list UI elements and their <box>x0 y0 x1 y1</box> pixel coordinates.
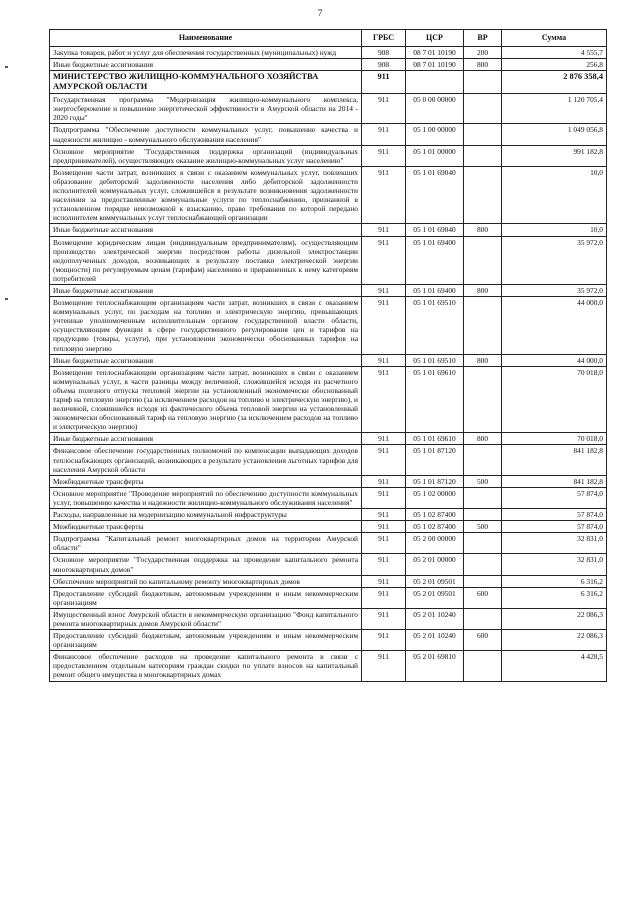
table-row <box>50 509 607 521</box>
row-name-cell: Иные бюджетные ассигнования <box>50 224 362 236</box>
table-row <box>50 297 607 355</box>
row-sum-cell: 35 972,0 <box>502 284 607 296</box>
row-name-cell: Возмещение теплоснабжающим организациям части затрат, возникших в связи с оказанием коммунальных услуг, в части разницы между величиной, сложившейся исходя из расчетного объема полезного отпуска тепловой энергии на установленный экономически обоснованный тариф на тепловую энергию (за исключением расходов на топливо и электрическую энергию), и величиной, сложившейся исходя из фактического объема тепловой энергии на установленный экономически обоснованный тариф на тепловую энергию (за исключением расходов на топливо и электрическую энергию) <box>50 366 362 433</box>
row-grbs-cell: 911 <box>362 284 406 296</box>
row-grbs-cell: 911 <box>362 124 406 145</box>
row-csr-cell: 05 1 01 69400 <box>406 236 464 284</box>
row-grbs-cell: 911 <box>362 587 406 608</box>
row-vr-cell <box>464 608 502 629</box>
row-csr-cell: 08 7 01 10190 <box>406 59 464 71</box>
row-name-cell: Основное мероприятие "Государственная поддержка на проведение капитального ремонта многоквартирных домов" <box>50 554 362 575</box>
header-grbs: ГРБС <box>362 30 406 47</box>
row-csr-cell: 05 1 01 69040 <box>406 166 464 224</box>
row-grbs-cell: 911 <box>362 509 406 521</box>
row-name-cell: Основное мероприятие "Проведение мероприятий по обеспечению доступности коммунальных услуг, повышению качества и надежности жилищно-коммунального обслуживания населения" <box>50 487 362 508</box>
row-csr-cell: 05 2 01 69810 <box>406 651 464 681</box>
row-grbs-cell: 911 <box>362 94 406 124</box>
row-csr-cell: 05 1 02 87400 <box>406 509 464 521</box>
margin-mark <box>5 298 8 300</box>
row-sum-cell: 35 972,0 <box>502 236 607 284</box>
row-sum-cell: 4 555,7 <box>502 47 607 59</box>
row-name-cell: Расходы, направленные на модернизацию коммунальной инфраструктуры <box>50 509 362 521</box>
row-csr-cell: 05 0 00 00000 <box>406 94 464 124</box>
row-sum-cell: 22 086,3 <box>502 608 607 629</box>
row-sum-cell: 57 874,0 <box>502 509 607 521</box>
table-row <box>50 475 607 487</box>
row-vr-cell: 500 <box>464 475 502 487</box>
table-row <box>50 433 607 445</box>
row-name-cell: Финансовое обеспечение расходов на проведение капитального ремонта в связи с предоставлением отдельным категориям граждан скидки по уплате взносов на капитальный ремонт общего имущества в многоквартирных домах <box>50 651 362 681</box>
row-name-cell: Иные бюджетные ассигнования <box>50 284 362 296</box>
row-vr-cell <box>464 651 502 681</box>
row-name-cell: Предоставление субсидий бюджетным, автономным учреждениям и иным некоммерческим организациям <box>50 630 362 651</box>
table-row <box>50 521 607 533</box>
table-row <box>50 445 607 475</box>
margin-mark <box>5 66 8 68</box>
row-grbs-cell: 911 <box>362 533 406 554</box>
row-sum-cell: 44 000,0 <box>502 297 607 355</box>
row-grbs-cell: 911 <box>362 71 406 94</box>
row-grbs-cell: 908 <box>362 47 406 59</box>
row-vr-cell <box>464 509 502 521</box>
row-name-cell: Имущественный взнос Амурской области в некоммерческую организацию "Фонд капитального ремонта многоквартирных домов Амурской области" <box>50 608 362 629</box>
budget-table <box>49 29 607 682</box>
row-csr-cell: 05 1 01 00000 <box>406 145 464 166</box>
row-vr-cell: 800 <box>464 224 502 236</box>
row-vr-cell <box>464 297 502 355</box>
table-row <box>50 587 607 608</box>
row-grbs-cell: 911 <box>362 433 406 445</box>
table-header-row <box>50 30 607 47</box>
row-sum-cell: 70 018,0 <box>502 433 607 445</box>
row-csr-cell: 05 1 01 69040 <box>406 224 464 236</box>
row-sum-cell: 57 874,0 <box>502 521 607 533</box>
row-vr-cell <box>464 533 502 554</box>
row-vr-cell: 500 <box>464 521 502 533</box>
row-vr-cell <box>464 71 502 94</box>
row-grbs-cell: 911 <box>362 224 406 236</box>
row-vr-cell: 600 <box>464 587 502 608</box>
row-csr-cell: 05 2 01 09501 <box>406 587 464 608</box>
row-grbs-cell: 911 <box>362 354 406 366</box>
row-name-cell: Предоставление субсидий бюджетным, автономным учреждениям и иным некоммерческим организациям <box>50 587 362 608</box>
row-sum-cell: 57 874,0 <box>502 487 607 508</box>
row-vr-cell <box>464 145 502 166</box>
row-sum-cell: 991 182,8 <box>502 145 607 166</box>
table-body <box>50 47 607 682</box>
row-vr-cell: 600 <box>464 630 502 651</box>
row-sum-cell: 6 316,2 <box>502 587 607 608</box>
row-grbs-cell: 911 <box>362 608 406 629</box>
table-row <box>50 166 607 224</box>
row-csr-cell: 08 7 01 10190 <box>406 47 464 59</box>
table-row <box>50 236 607 284</box>
row-vr-cell: 200 <box>464 47 502 59</box>
row-csr-cell: 05 2 01 10240 <box>406 630 464 651</box>
row-csr-cell: 05 1 01 87120 <box>406 475 464 487</box>
table-row <box>50 608 607 629</box>
row-grbs-cell: 911 <box>362 297 406 355</box>
row-sum-cell: 1 120 705,4 <box>502 94 607 124</box>
row-sum-cell: 10,0 <box>502 166 607 224</box>
row-name-cell: Межбюджетные трансферты <box>50 475 362 487</box>
row-grbs-cell: 911 <box>362 475 406 487</box>
row-vr-cell: 800 <box>464 433 502 445</box>
row-grbs-cell: 911 <box>362 166 406 224</box>
table-row <box>50 47 607 59</box>
row-grbs-cell: 911 <box>362 554 406 575</box>
row-name-cell: Межбюджетные трансферты <box>50 521 362 533</box>
row-name-cell: Государственная программа "Модернизация жилищно-коммунального комплекса, энергосбережение и повышение энергетической эффективности в Амурской области на 2014 - 2020 годы" <box>50 94 362 124</box>
row-csr-cell: 05 1 01 69510 <box>406 354 464 366</box>
row-name-cell: Иные бюджетные ассигнования <box>50 59 362 71</box>
row-sum-cell: 6 316,2 <box>502 575 607 587</box>
row-grbs-cell: 911 <box>362 521 406 533</box>
row-vr-cell: 800 <box>464 59 502 71</box>
row-vr-cell <box>464 94 502 124</box>
row-csr-cell: 05 2 01 09501 <box>406 575 464 587</box>
row-csr-cell: 05 2 01 10240 <box>406 608 464 629</box>
row-vr-cell <box>464 366 502 433</box>
table-row <box>50 366 607 433</box>
row-csr-cell: 05 1 01 69610 <box>406 433 464 445</box>
row-grbs-cell: 911 <box>362 445 406 475</box>
table-row <box>50 94 607 124</box>
header-name: Наименование <box>50 30 362 47</box>
row-csr-cell: 05 1 01 87120 <box>406 445 464 475</box>
row-name-cell: Возмещение теплоснабжающим организациям части затрат, возникших в связи с оказанием коммунальных услуг, по расходам на топливо и электрическую энергию, превышающих учтенные уполномоченным исполнительным органом государственной власти области, осуществляющим функции в сфере государственного регулирования цен и тарифов на продукцию (товары, услуги), при установлении экономически обоснованных тарифов на тепловую энергию <box>50 297 362 355</box>
row-name-cell: Финансовое обеспечение государственных полномочий по компенсации выпадающих доходов теплоснабжающих организаций, возникающих в результате установления льготных тарифов для населения Амурской области <box>50 445 362 475</box>
row-grbs-cell: 911 <box>362 366 406 433</box>
row-csr-cell: 05 1 02 00000 <box>406 487 464 508</box>
row-grbs-cell: 911 <box>362 487 406 508</box>
table-row <box>50 59 607 71</box>
row-csr-cell: 05 1 02 87400 <box>406 521 464 533</box>
row-vr-cell <box>464 445 502 475</box>
row-sum-cell: 32 831,0 <box>502 533 607 554</box>
row-sum-cell: 1 049 056,8 <box>502 124 607 145</box>
row-vr-cell <box>464 236 502 284</box>
table-row <box>50 124 607 145</box>
row-name-cell: Иные бюджетные ассигнования <box>50 433 362 445</box>
table-row <box>50 354 607 366</box>
row-name-cell: Обеспечение мероприятий по капитальному ремонту многоквартирных домов <box>50 575 362 587</box>
row-vr-cell <box>464 487 502 508</box>
table-row <box>50 145 607 166</box>
row-csr-cell: 05 1 01 69510 <box>406 297 464 355</box>
row-grbs-cell: 908 <box>362 59 406 71</box>
table-row <box>50 630 607 651</box>
row-sum-cell: 22 086,3 <box>502 630 607 651</box>
row-vr-cell: 800 <box>464 284 502 296</box>
row-vr-cell <box>464 575 502 587</box>
row-name-cell: Иные бюджетные ассигнования <box>50 354 362 366</box>
row-csr-cell: 05 1 01 69610 <box>406 366 464 433</box>
table-row <box>50 533 607 554</box>
row-grbs-cell: 911 <box>362 575 406 587</box>
row-sum-cell: 841 182,8 <box>502 445 607 475</box>
row-name-cell: Возмещение юридическим лицам (индивидуальным предпринимателям), осуществляющим производство электрической энергии посредством работы дизельной электростанции недополученных доходов, возникающих в результате поставки электрической энергии (мощности) по регулируемым ценам (тарифам) населению и приравненных к нему категориям потребителей <box>50 236 362 284</box>
table-row <box>50 554 607 575</box>
row-grbs-cell: 911 <box>362 236 406 284</box>
table-row <box>50 224 607 236</box>
row-csr-cell: 05 1 01 69400 <box>406 284 464 296</box>
table-row <box>50 487 607 508</box>
table-row <box>50 651 607 681</box>
row-vr-cell <box>464 554 502 575</box>
row-grbs-cell: 911 <box>362 145 406 166</box>
row-sum-cell: 70 018,0 <box>502 366 607 433</box>
row-sum-cell: 10,0 <box>502 224 607 236</box>
row-vr-cell <box>464 124 502 145</box>
row-sum-cell: 2 876 358,4 <box>502 71 607 94</box>
row-vr-cell: 800 <box>464 354 502 366</box>
page-number: 7 <box>317 8 323 18</box>
header-csr: ЦСР <box>406 30 464 47</box>
row-name-cell: Подпрограмма "Капитальный ремонт многоквартирных домов на территории Амурской области" <box>50 533 362 554</box>
header-vr: ВР <box>464 30 502 47</box>
row-name-cell: МИНИСТЕРСТВО ЖИЛИЩНО-КОММУНАЛЬНОГО ХОЗЯЙСТВА АМУРСКОЙ ОБЛАСТИ <box>50 71 362 94</box>
row-csr-cell: 05 2 01 00000 <box>406 554 464 575</box>
row-name-cell: Подпрограмма "Обеспечение доступности коммунальных услуг, повышение качества и надежности жилищно - коммунального обслуживания населения" <box>50 124 362 145</box>
row-sum-cell: 32 831,0 <box>502 554 607 575</box>
row-sum-cell: 44 000,0 <box>502 354 607 366</box>
header-sum: Сумма <box>502 30 607 47</box>
table-row <box>50 284 607 296</box>
table-row <box>50 575 607 587</box>
row-sum-cell: 4 428,5 <box>502 651 607 681</box>
row-vr-cell <box>464 166 502 224</box>
table-row-ministry <box>50 71 607 94</box>
row-sum-cell: 256,8 <box>502 59 607 71</box>
row-sum-cell: 841 182,8 <box>502 475 607 487</box>
row-csr-cell: 05 1 00 00000 <box>406 124 464 145</box>
row-csr-cell: 05 2 00 00000 <box>406 533 464 554</box>
row-name-cell: Закупка товаров, работ и услуг для обеспечения государственных (муниципальных) нужд <box>50 47 362 59</box>
row-csr-cell <box>406 71 464 94</box>
row-name-cell: Возмещение части затрат, возникших в связи с оказанием коммунальных услуг, повлекших образование дебиторской задолженности населения либо дебиторской задолженности исполнителей коммунальных услуг, сложившейся в результате возникновения задолженности населения за предоставленные коммунальные услуги по теплоснабжению, признанной в установленном порядке невозможной к взысканию, право требования по которой передано исполнителем коммунальных услуг теплоснабжающей организации <box>50 166 362 224</box>
row-grbs-cell: 911 <box>362 630 406 651</box>
row-grbs-cell: 911 <box>362 651 406 681</box>
row-name-cell: Основное мероприятие "Государственная поддержка организаций (индивидуальных предпринимателей), осуществляющих оказание жилищно-коммунальных услуг населению" <box>50 145 362 166</box>
